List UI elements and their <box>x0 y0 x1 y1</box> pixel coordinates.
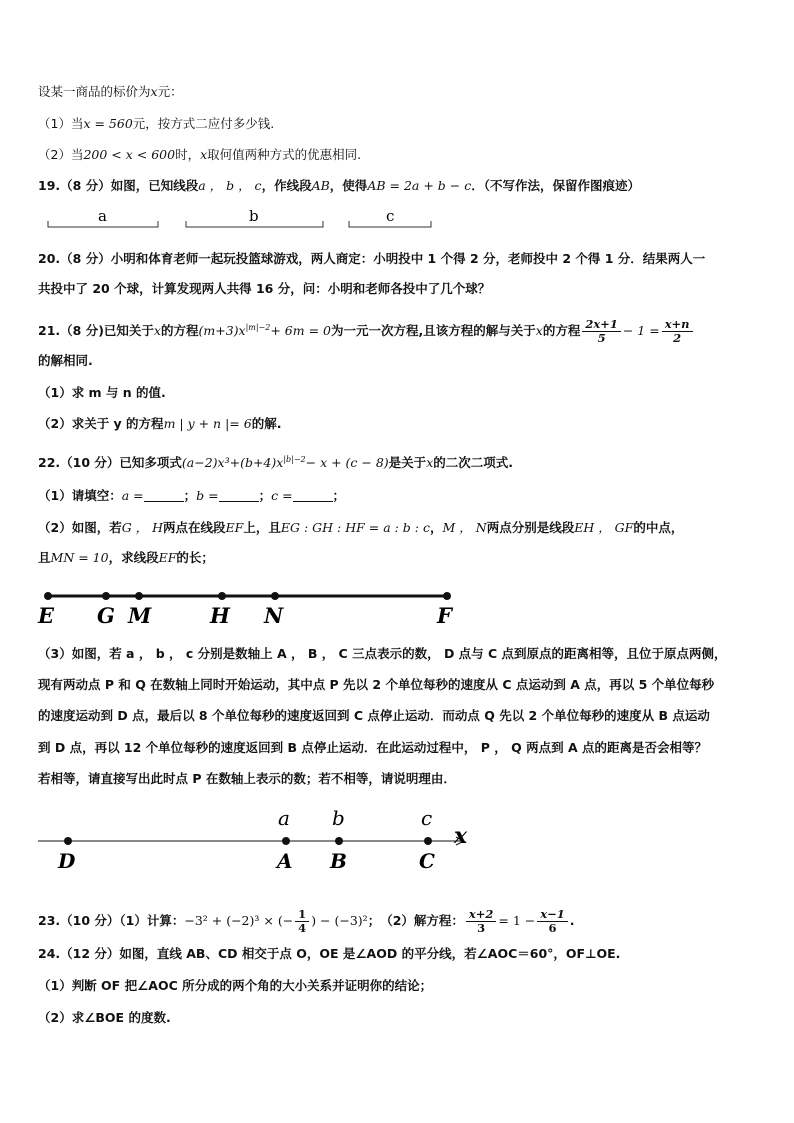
q18-2-math: 200 < x < 600 <box>83 147 176 162</box>
q22-text2: 是关于 <box>388 455 427 471</box>
point-h <box>218 592 226 600</box>
label-a-value: a <box>278 806 290 830</box>
q21-var: x <box>153 323 161 338</box>
q21-frac2-den: 2 <box>673 331 682 345</box>
q21-frac1-num: 2x+1 <box>582 318 621 332</box>
q22-2-text6: 的中点， <box>633 520 684 535</box>
q22-part1: （1）请填空：a = ；b = ；c = ； <box>38 488 346 503</box>
intro-text: 设某一商品的标价为 <box>38 84 151 99</box>
axis-var-label: x <box>454 823 468 849</box>
q23-fraction2 <box>537 908 568 935</box>
q18-2-var: x <box>200 147 208 162</box>
q22-2-text4: ， <box>429 520 443 535</box>
segment-ef-figure <box>0 585 794 630</box>
q22-1-c-eq: c = <box>271 488 293 503</box>
q18-1-text2: 元，按方式二应付多少钱. <box>132 116 275 131</box>
q22-2-m4: M ， N <box>442 520 487 535</box>
q22-part3-line3: 的速度运动到 D 点，最后以 8 个单位每秒的速度返回到 C 点停止运动．而动点 Q 先以 2 个单位每秒的速度从 B 点运动 <box>38 708 710 723</box>
q23-fraction1 <box>466 908 497 935</box>
q19-text2: ，作线段 <box>261 178 312 193</box>
label-b-value: b <box>332 806 345 830</box>
segments-figure <box>0 205 794 235</box>
q22-1-a-eq: a = <box>121 488 144 503</box>
point-a <box>282 837 290 845</box>
q23-eq: = 1 − <box>498 913 536 928</box>
q23-expr2: ) − (−3)² <box>311 913 368 928</box>
label-c: C <box>419 849 435 873</box>
q22-part2 <box>38 520 683 536</box>
q21-2-text: （2）求关于 y 的方程 <box>38 416 164 431</box>
q21-fraction1 <box>582 318 621 345</box>
q22-poly-part2: − x + (c − 8) <box>305 455 389 471</box>
q22-var: x <box>426 455 434 471</box>
label-n: N <box>264 603 284 628</box>
q23-frac-num: 1 <box>295 908 309 922</box>
label-f: F <box>437 603 452 628</box>
q22-text3: 的二次二项式. <box>433 455 513 471</box>
point-c <box>424 837 432 845</box>
q22-2-m3: EG : GH : HF = a : b : c <box>280 520 430 535</box>
point-d <box>64 837 72 845</box>
q21-mid: − 1 = <box>622 323 660 338</box>
q22-stem <box>38 452 513 471</box>
q23-text: 23.（10 分）（1）计算： <box>38 913 185 928</box>
point-e <box>44 592 52 600</box>
q23-fraction <box>295 908 309 935</box>
q21-2-math: m | y + n |= 6 <box>163 416 252 431</box>
q22-2-text3: 上，且 <box>243 520 281 535</box>
q23-stem <box>38 908 575 935</box>
q21-frac1-den: 5 <box>597 331 606 345</box>
q22-part3-line1: （3）如图，若 a ， b ， c 分别是数轴上 A ， B ， C 三点表示的数， D 点与 C 点到原点的距离相等，且位于原点两侧， <box>38 646 727 661</box>
q22-2-m2: EF <box>225 520 244 535</box>
intro-end: 元： <box>157 84 183 99</box>
q18-2-text3: 取何值两种方式的优惠相同. <box>207 147 362 162</box>
q20-line2: 共投中了 20 个球，计算发现两人共得 16 分，问：小明和老师各投中了几个球？ <box>38 281 491 296</box>
q18-1-math: x = 560 <box>83 116 133 131</box>
label-h: H <box>210 603 230 628</box>
point-n <box>271 592 279 600</box>
q23-text2: ； （2）解方程： <box>367 913 464 928</box>
intro-line <box>38 84 183 100</box>
q21-part1: （1）求 m 与 n 的值. <box>38 385 166 400</box>
q21-eq-part1: (m+3)x <box>198 323 246 338</box>
q21-text: 21.（8 分)已知关于 <box>38 323 154 338</box>
q22-2-m5: EH ， GF <box>574 520 634 535</box>
q23-f1-num: x+2 <box>466 908 497 922</box>
number-line-figure <box>0 800 794 875</box>
q22-1-b-eq: b = <box>196 488 219 503</box>
q18-part1 <box>38 116 274 132</box>
q22-part3-line5: 若相等，请直接写出此时点 P 在数轴上表示的数；若不相等，请说明理由． <box>38 771 456 786</box>
q22-1-text: （1）请填空： <box>38 488 122 503</box>
q21-part2 <box>38 416 281 432</box>
q21-eq-exponent: |m|−2 <box>245 322 271 332</box>
q24-stem: 24.（12 分）如图，直线 AB、CD 相交于点 O，OE 是∠AOD 的平分线，若∠AOC＝60°，OF⊥OE. <box>38 946 621 961</box>
q22-part2-line2 <box>38 550 214 566</box>
q22-part3-line4: 到 D 点，再以 12 个单位每秒的速度返回到 B 点停止运动．在此运动过程中， P ， Q 两点到 A 点的距离是否会相等？ <box>38 740 707 755</box>
point-m <box>135 592 143 600</box>
q18-1-text: （1）当 <box>38 116 84 131</box>
q22-2-l2-math: MN = 10 <box>50 550 109 565</box>
q24-part2: （2）求∠BOE 的度数. <box>38 1010 171 1025</box>
q18-2-text: （2）当 <box>38 147 84 162</box>
point-f <box>443 592 451 600</box>
q19-math1: a ， b ， c <box>198 178 262 193</box>
point-b <box>335 837 343 845</box>
q21-stem <box>38 318 695 345</box>
q21-frac2-num: x+n <box>662 318 693 332</box>
q23-expr1: −3² + (−2)³ × (− <box>184 913 294 928</box>
q22-text: 22.（10 分）已知多项式 <box>38 455 182 471</box>
q21-var2: x <box>535 323 543 338</box>
q19-text: 19.（8 分）如图，已知线段 <box>38 178 199 193</box>
q21-eq-part2: + 6m = 0 <box>270 323 331 338</box>
label-m: M <box>128 603 152 628</box>
q22-poly-part1: (a−2)x³+(b+4)x <box>181 455 284 471</box>
q21-text3: 为一元一次方程,且该方程的解与关于 <box>331 323 536 338</box>
q19-math3: AB = 2a + b − c <box>367 178 472 193</box>
label-e: E <box>38 603 55 628</box>
q23-f1-den: 3 <box>477 921 486 935</box>
q20-line1: 20.（8 分）小明和体育老师一起玩投篮球游戏，两人商定：小明投中 1 个得 2 分，老师投中 2 个得 1 分．结果两人一 <box>38 251 706 266</box>
q22-2-l2-text3: 的长； <box>176 550 214 565</box>
blank-a[interactable] <box>144 489 184 502</box>
point-g <box>102 592 110 600</box>
q23-f2-num: x−1 <box>537 908 568 922</box>
blank-c[interactable] <box>293 489 333 502</box>
q21-text4: 的方程 <box>542 323 581 338</box>
q19-math2: AB <box>311 178 330 193</box>
q22-part3-line2: 现有两动点 P 和 Q 在数轴上同时开始运动，其中点 P 先以 2 个单位每秒的速度从 C 点运动到 A 点，再以 5 个单位每秒 <box>38 677 715 692</box>
segment-a-label: a <box>98 207 107 225</box>
q21-2-text2: 的解. <box>251 416 282 431</box>
blank-b[interactable] <box>219 489 259 502</box>
q24-part1: （1）判断 OF 把∠AOC 所分成的两个角的大小关系并证明你的结论； <box>38 978 433 993</box>
label-a: A <box>277 849 293 873</box>
q23-end: . <box>569 913 575 928</box>
label-c-value: c <box>421 806 433 830</box>
q23-frac-den: 4 <box>298 921 307 935</box>
q22-2-m1: G ， H <box>121 520 164 535</box>
segment-b-label: b <box>249 207 259 225</box>
q19-text3: ，使得 <box>329 178 368 193</box>
q22-2-l2-text2: ，求线段 <box>108 550 159 565</box>
q22-poly-exponent: |b|−2 <box>283 455 306 464</box>
q22-2-text2: 两点在线段 <box>163 520 226 535</box>
q18-2-text2: 时， <box>175 147 201 162</box>
label-d: D <box>58 849 76 873</box>
q22-2-text: （2）如图，若 <box>38 520 122 535</box>
q22-polynomial <box>182 455 389 470</box>
q18-part2 <box>38 147 361 163</box>
q22-2-l2-text: 且 <box>38 550 51 565</box>
q23-f2-den: 6 <box>548 921 557 935</box>
label-b: B <box>330 849 347 873</box>
segment-c-label: c <box>386 207 395 225</box>
q21-text2: 的方程 <box>160 323 199 338</box>
q21-fraction2 <box>662 318 693 345</box>
q19-stem <box>38 178 640 194</box>
q22-2-text5: 两点分别是线段 <box>486 520 575 535</box>
label-g: G <box>97 603 115 628</box>
intro-var: x <box>150 84 158 99</box>
q22-2-l2-math2: EF <box>158 550 177 565</box>
q21-line2: 的解相同. <box>38 353 93 368</box>
q21-equation <box>198 323 331 338</box>
q19-text4: ．（不写作法，保留作图痕迹） <box>471 178 640 193</box>
